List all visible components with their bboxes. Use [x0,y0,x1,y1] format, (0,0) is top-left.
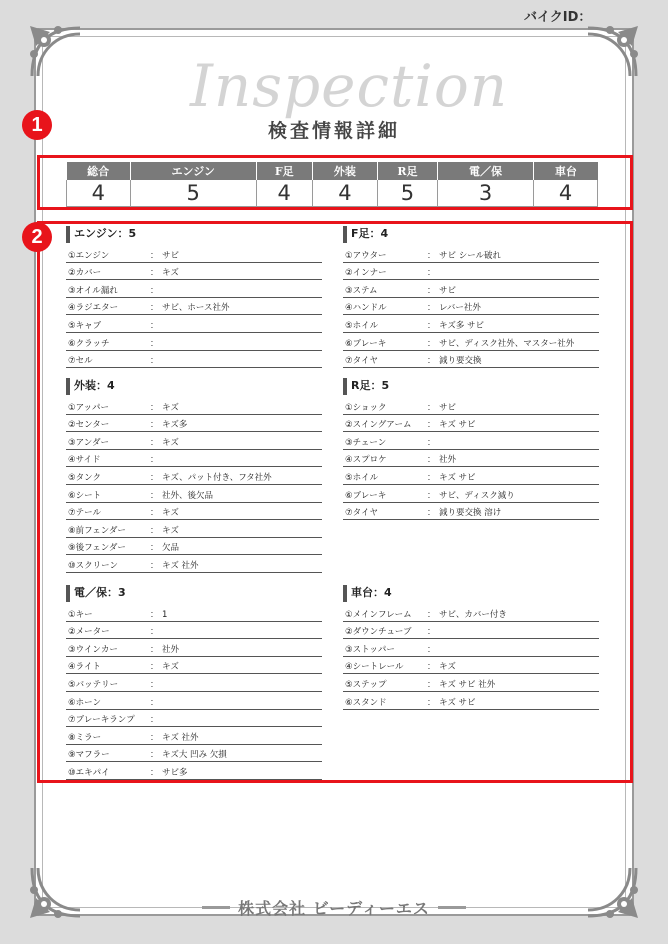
list-item [66,657,322,675]
item-colon: ： [427,697,436,708]
marker-2: 2 [22,222,52,252]
list-item [66,298,322,316]
item-label: ⑧前フェンダー [68,525,126,536]
score-header: 車台 [534,162,598,180]
footer-divider [438,906,466,909]
item-label: ①エンジン [68,250,110,261]
item-value: キズ多 [162,420,188,431]
item-label: ⑦タイヤ [345,508,378,519]
list-item [66,485,322,503]
item-colon: ： [427,455,436,466]
item-label: ⑦タイヤ [345,356,378,367]
item-label: ②カバー [68,268,102,279]
item-colon: ： [427,490,436,501]
inspection-watermark: Inspection [190,52,509,120]
list-item [343,503,599,521]
item-colon: ： [150,285,159,296]
item-colon: ： [427,662,436,673]
section-3 [66,378,322,573]
item-value: キズ [439,662,456,673]
score-header-row [67,162,598,180]
item-value: キズ サビ [439,420,476,431]
score-value: 5 [130,180,256,206]
item-label: ⑨後フェンダー [68,543,126,554]
section-title: 電／保：3 [66,585,322,602]
item-colon: ： [427,609,436,620]
item-label: ⑦テール [68,508,101,519]
item-label: ⑨マフラー [68,750,110,761]
item-label: ②ダウンチューブ [345,627,412,638]
section-title: 外装：4 [66,378,322,395]
score-header: R足 [377,162,437,180]
score-header: 総合 [67,162,131,180]
section-1 [66,226,322,368]
item-colon: ： [150,303,159,314]
item-label: ②インナー [345,268,387,279]
item-colon: ： [427,437,436,448]
footer-divider [202,906,230,909]
list-item [343,622,599,640]
item-colon: ： [150,609,159,620]
item-colon: ： [150,662,159,673]
item-value: サビ シール破れ [439,250,502,261]
item-label: ③ステム [345,285,378,296]
list-item [343,333,599,351]
item-label: ①アッパー [68,402,110,413]
item-label: ③チェーン [345,437,387,448]
list-item [343,450,599,468]
section-title: F足：4 [343,226,599,243]
item-label: ④シートレール [345,662,404,673]
list-item [343,315,599,333]
item-label: ④サイド [68,455,101,466]
item-colon: ： [150,679,159,690]
item-label: ③アンダー [68,437,109,448]
item-colon: ： [150,455,159,466]
item-value: キズ大 凹み 欠損 [162,750,227,761]
list-item [66,467,322,485]
list-item [343,485,599,503]
item-colon: ： [150,715,159,726]
section-title: エンジン：5 [66,226,322,243]
list-item [66,503,322,521]
item-colon: ： [150,644,159,655]
list-item [66,745,322,763]
item-label: ⑧ミラー [68,732,102,743]
item-value: キズ [162,402,179,413]
company-name: 株式会社 ビーディーエス [238,899,430,918]
list-item [66,762,322,780]
item-value: レバー社外 [439,303,481,314]
item-colon: ： [150,420,159,431]
item-value: 欠品 [162,543,180,554]
item-label: ⑥シート [68,490,102,501]
score-value: 4 [256,180,312,206]
score-table [66,162,598,207]
list-item [66,555,322,573]
item-value: 社外 [439,455,457,466]
item-colon: ： [150,543,159,554]
item-value: サビ [439,285,457,296]
list-item [66,520,322,538]
list-item [343,298,599,316]
item-label: ⑤ホイル [345,320,379,331]
score-value-row [67,180,598,206]
item-value: キズ [162,268,179,279]
item-label: ④ライト [68,662,101,673]
section-4 [343,378,599,520]
item-value: キズ 社外 [162,560,199,571]
list-item [343,280,599,298]
item-colon: ： [150,508,159,519]
item-label: ⑥ブレーキ [345,338,387,349]
list-item [66,351,322,369]
score-header: 外装 [312,162,377,180]
score-header: エンジン [130,162,256,180]
item-colon: ： [427,356,436,367]
footer [34,896,634,919]
item-colon: ： [427,285,436,296]
item-colon: ： [150,268,159,279]
item-label: ④ハンドル [345,303,387,314]
list-item [66,622,322,640]
section-title: R足：5 [343,378,599,395]
item-colon: ： [150,338,159,349]
list-item [66,263,322,281]
item-colon: ： [150,627,159,638]
list-item [343,351,599,369]
item-label: ①キー [68,609,93,620]
item-colon: ： [150,437,159,448]
list-item [66,710,322,728]
item-value: 社外 [162,644,180,655]
item-value: キズ 社外 [162,732,199,743]
item-label: ②メーター [68,627,110,638]
item-label: ①メインフレーム [345,609,412,620]
item-label: ⑤ステップ [345,679,387,690]
list-item [343,245,599,263]
item-value: 減り要交換 [439,356,482,367]
list-item [66,450,322,468]
score-value: 4 [67,180,131,206]
item-value: キズ サビ 社外 [439,679,496,690]
item-colon: ： [427,420,436,431]
item-label: ④ラジエター [68,303,119,314]
item-colon: ： [150,250,159,261]
item-label: ⑩エキパイ [68,767,110,778]
item-colon: ： [427,627,436,638]
item-label: ②センター [68,420,110,431]
item-value: サビ、ディスク社外、マスター社外 [439,338,575,349]
item-colon: ： [427,402,436,413]
item-colon: ： [150,490,159,501]
item-colon: ： [150,697,159,708]
item-value: サビ [162,250,180,261]
score-value: 4 [312,180,377,206]
list-item [343,692,599,710]
item-colon: ： [427,679,436,690]
item-label: ⑥ホーン [68,697,101,708]
item-label: ⑤バッテリー [68,679,119,690]
item-value: サビ、ホース社外 [162,303,230,314]
list-item [66,245,322,263]
item-value: サビ、カバー付き [439,609,507,620]
item-label: ⑤タンク [68,472,101,483]
marker-1: 1 [22,110,52,140]
item-colon: ： [427,303,436,314]
list-item [343,432,599,450]
item-value: キズ [162,437,179,448]
item-colon: ： [150,472,159,483]
item-colon: ： [150,750,159,761]
item-label: ①ショック [345,402,387,413]
page-title: 検査情報詳細 [267,120,400,142]
list-item [66,333,322,351]
list-item [66,538,322,556]
item-value: キズ サビ [439,472,476,483]
corner-ornament-icon [584,24,640,80]
item-colon: ： [150,732,159,743]
bike-id-label: バイクID： [524,10,592,25]
item-label: ⑥クラッチ [68,338,110,349]
list-item [343,674,599,692]
item-value: 1 [162,609,168,620]
list-item [66,315,322,333]
list-item [66,415,322,433]
list-item [343,604,599,622]
list-item [66,432,322,450]
item-label: ②スイングアーム [345,420,412,431]
section-2 [343,226,599,368]
list-item [66,674,322,692]
item-colon: ： [150,356,159,367]
item-label: ⑤キャブ [68,320,102,331]
item-value: サビ、ディスク減り [439,490,515,501]
item-label: ③ストッパー [345,644,395,655]
item-colon: ： [427,268,436,279]
item-label: ⑥ブレーキ [345,490,387,501]
item-value: サビ多 [162,767,188,778]
list-item [343,397,599,415]
corner-ornament-icon [28,24,84,80]
section-title: 車台：4 [343,585,599,602]
score-value: 3 [437,180,533,206]
item-colon: ： [150,525,159,536]
list-item [66,397,322,415]
item-colon: ： [427,250,436,261]
item-colon: ： [427,320,436,331]
list-item [66,727,322,745]
item-value: キズ [162,662,179,673]
list-item [66,280,322,298]
item-value: キズ [162,525,179,536]
section-5 [66,585,322,780]
score-header: 電／保 [437,162,533,180]
item-value: キズ [162,508,179,519]
score-header: F足 [256,162,312,180]
item-value: 社外、後欠品 [162,490,214,501]
item-colon: ： [427,644,436,655]
item-colon: ： [427,472,436,483]
list-item [343,657,599,675]
item-value: キズ多 サビ [439,320,485,331]
list-item [343,415,599,433]
item-colon: ： [150,767,159,778]
item-label: ⑦セル [68,356,93,367]
list-item [343,639,599,657]
score-value: 5 [377,180,437,206]
item-value: サビ [439,402,457,413]
list-item [66,639,322,657]
item-colon: ： [427,508,436,519]
item-value: キズ サビ [439,697,476,708]
score-value: 4 [534,180,598,206]
item-colon: ： [150,320,159,331]
item-label: ⑦ブレーキランプ [68,715,135,726]
item-colon: ： [427,338,436,349]
item-label: ⑥スタンド [345,697,387,708]
item-colon: ： [150,560,159,571]
list-item [66,692,322,710]
item-label: ⑤ホイル [345,472,379,483]
list-item [343,467,599,485]
item-label: ①アウター [345,250,387,261]
section-6 [343,585,599,710]
item-label: ⑩スクリーン [68,560,118,571]
item-value: キズ、パット付き、フタ社外 [162,472,272,483]
item-label: ③ウインカー [68,644,118,655]
list-item [66,604,322,622]
list-item [343,263,599,281]
item-label: ③オイル漏れ [68,285,118,296]
item-value: 減り要交換 溶け [439,508,502,519]
item-label: ④スプロケ [345,455,387,466]
item-colon: ： [150,402,159,413]
